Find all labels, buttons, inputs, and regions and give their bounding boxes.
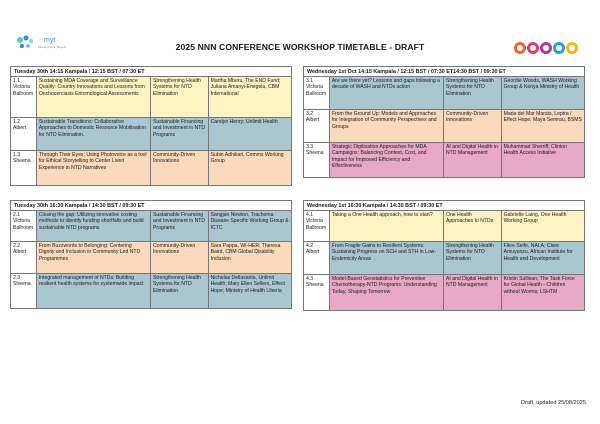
workshop-number-room [11,274,37,308]
brand-ring-icon [527,42,539,54]
workshop-speakers: Geordie Woods, WASH Working Group & Kenya Ministry of Health [502,77,584,109]
workshop-track: Community-Driven Innovations [444,110,502,142]
workshop-track: One Health Approaches to NTDs [444,211,502,241]
workshop-speakers: Maria del Mar Marais, Leptra / Effect Hope; Maya Semrau, BSMS [502,110,584,142]
workshop-track: Community-Driven Innovations [151,242,209,273]
workshop-track: AI and Digital Health in NTD Management [444,143,502,177]
workshop-number: 3.2 [306,111,314,117]
workshop-speakers: Gabrielle Laing, One Health Working Group [502,211,584,241]
workshop-speakers: Fikre Seife, NALA; Clare Amuyunzu, African Institute for Health and Development [502,242,584,274]
workshop-speakers: Nicholas Dellasanta, Unlimit Health; Mary Ellen Sellers, Effect Hope; Ministry of Health Liberia [209,274,291,308]
workshop-row [11,211,291,242]
workshop-topic: From Fragile Gains to Resilient Systems: Sustaining Progress on SCH and STH in Low-Endemicity Areas [330,242,444,274]
workshop-number-room [304,77,330,109]
workshop-topic: Sustainable Transitions: Collaborative Approaches to Domestic Resource Mobilisation for NTD Elimination. [37,118,151,150]
workshop-track: AI and Digital Health in NTD Management [444,275,502,310]
workshop-number: 2.1 [13,212,21,218]
session-heading: Tuesday 30th 14:15 Kampala / 12:15 BST / 07:30 ET [11,67,291,77]
workshop-number: 3.1 [306,78,314,84]
workshop-speakers: Martha Mberu, The END Fund; Juliana Amanyi-Enegela, CBM International [209,77,291,117]
workshop-speakers: Sangjan Newton, Trachoma Disease Specific Working Group & ICTC [209,211,291,241]
workshop-row [304,77,584,110]
workshop-track: Community-Driven Innovations [151,151,209,185]
workshop-row [11,77,291,118]
workshop-room: Victoria Ballroom [13,84,34,97]
workshop-number-room [304,211,330,241]
logo-text: myt [44,37,56,44]
workshop-track: Strengthening Health Systems for NTD Elimination [151,274,209,308]
workshop-topic: Taking a One Health approach, how to start? [330,211,444,241]
workshop-row [304,143,584,177]
workshop-room: Albert [13,249,27,256]
workshop-number-room [11,211,37,241]
workshop-number: 1.3 [13,152,21,158]
brand-ring-icon [566,42,578,54]
draft-updated-note: Draft, updated 25/08/2025 [520,400,586,406]
workshop-speakers: Kristin Sullivan, The Task Force for Global Health - Children without Worms; LSHTM [502,275,584,310]
workshop-row [11,118,291,151]
workshop-track: Strengthening Health Systems for NTD Elimination [151,77,209,117]
workshop-row [304,211,584,242]
workshop-row [304,275,584,310]
brand-ring-icon [540,42,552,54]
workshop-topic: Through Their Eyes: Using Photovoice as a tool for Ethical Storytelling to Center Lived Experience in NTD Narratives [37,151,151,185]
workshop-number: 1.2 [13,119,21,125]
workshop-track: Strengthening Health Systems for NTD Elimination [444,77,502,109]
workshop-topic: From the Ground Up: Models and Approaches for Integration of Community Perspectives and Groups [330,110,444,142]
workshop-number-room [304,275,330,310]
workshop-speakers: Muhammad Sherriff, Clinton Health Access Initiative [502,143,584,177]
workshop-room: Albert [13,125,27,132]
workshop-track: Sustainable Financing and Investment in NTD Programs [151,211,209,241]
session-panel-tue-1415 [10,66,292,186]
session-panel-tue-1630 [10,200,292,309]
workshop-room: Victoria Ballroom [306,84,327,97]
workshop-room: Sheena [306,150,324,157]
session-heading: Wednesday 1st Oct 14:15 Kampala / 12:15 BST / 07:30 ET14:30 BST / 09:30 ET [304,67,584,77]
workshop-number-room [11,118,37,150]
workshop-topic: Integrated management of NTDs: Building resilient health systems for systemwide impact [37,274,151,308]
workshop-room: Albert [306,249,320,256]
workshop-number-room [11,77,37,117]
workshop-number: 4.3 [306,276,314,282]
workshop-number-room [304,110,330,142]
workshop-number: 1.1 [13,78,21,84]
workshop-room: Victoria Ballroom [306,218,327,231]
workshop-topic: From Buzzwords to Belonging: Centering Dignity and Inclusion in Community Led NTD Programmes [37,242,151,273]
page-title: 2025 NNN CONFERENCE WORKSHOP TIMETABLE - DRAFT [175,42,425,52]
session-heading: Wednesday 1st 16:30 Kampala / 14:30 BST / 09:30 ET [304,201,584,211]
workshop-row [11,274,291,308]
workshop-speakers: Subin Adhikari, Comms Working Group [209,151,291,185]
workshop-room: Albert [306,117,320,124]
workshop-room: Victoria Ballroom [13,218,34,231]
workshop-topic: Are we there yet? Lessons and gaps following a decade of WASH and NTDs action [330,77,444,109]
session-heading: Tuesday 30th 16:30 Kampala / 14:30 BST / 09:30 ET [11,201,291,211]
session-panel-wed-1415 [303,66,585,178]
workshop-track: Sustainable Financing and Investment in NTD Programs [151,118,209,150]
workshop-room: Sheena [13,158,31,165]
workshop-row [11,242,291,274]
workshop-number: 4.1 [306,212,314,218]
workshop-number: 2.3 [13,275,21,281]
workshop-row [304,110,584,143]
workshop-room: Sheena [13,281,31,288]
workshop-speakers: Carolyn Henry; Unlimit Health [209,118,291,150]
session-panel-wed-1630 [303,200,585,311]
workshop-row [304,242,584,275]
workshop-number: 3.3 [306,144,314,150]
workshop-speakers: Sara Pappa, WI-HER; Theresa Baird, CBM Global Disability Inclusion [209,242,291,273]
brand-ring-icon [553,42,565,54]
workshop-topic: Model-Based Geostatistics for Preventive Chemotherapy-NTD Programs: Understanding Today, Shaping Tomorrow [330,275,444,310]
workshop-number-room [11,242,37,273]
brand-ring-icon [514,42,526,54]
brand-rings [514,42,580,54]
workshop-topic: Strategic Digitization Approaches for MDA Campaigns: Balancing Context, Cost, and Impact for Improved Efficiency and Effectiveness [330,143,444,177]
workshop-room: Sheena [306,282,324,289]
workshop-row [11,151,291,185]
workshop-number-room [304,143,330,177]
workshop-track: Strengthening Health Systems for NTD Elimination [444,242,502,274]
workshop-topic: Sustaining MDA Coverage and Surveillance Quality: Country Innovations and Lessons from Onchocerciasis Entomological Assessments [37,77,151,117]
workshop-number-room [11,151,37,185]
workshop-number: 2.2 [13,243,21,249]
workshop-number-room [304,242,330,274]
workshop-topic: Closing the gap: Utilizing innovative costing methods to identify funding shortfalls and build sustainable NTD programs [37,211,151,241]
workshop-number: 4.2 [306,243,314,249]
logo-tagline: Meeting Your Targets [38,45,67,49]
